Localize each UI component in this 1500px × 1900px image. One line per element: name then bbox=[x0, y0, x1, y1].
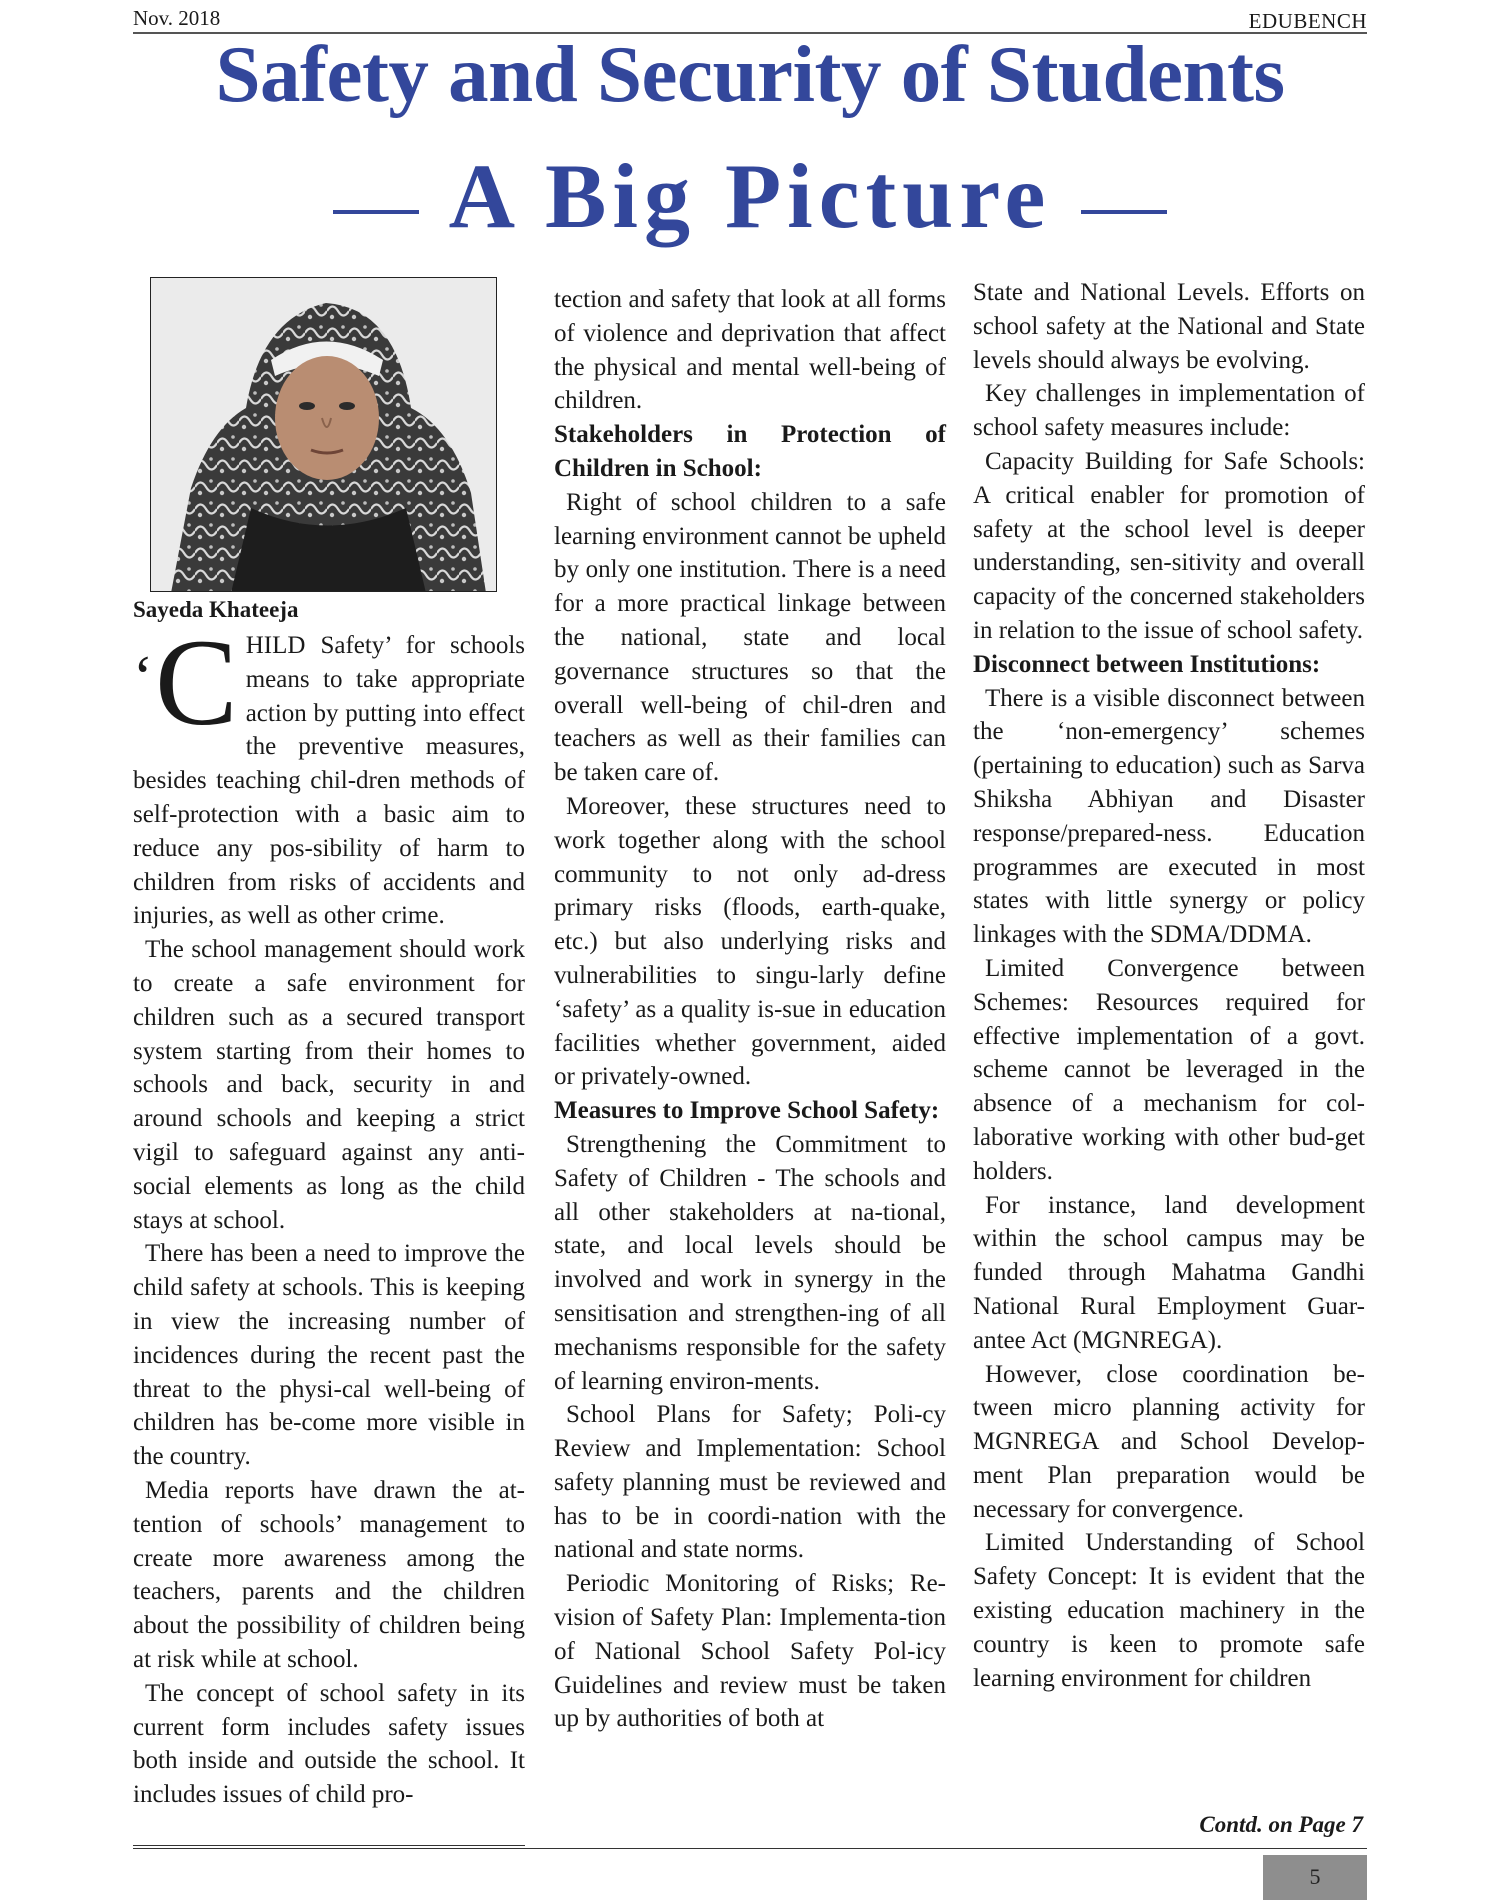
paragraph: School Plans for Safety; Poli-cy Review and Implementation: School safety planning must be reviewed and has to be in coordi-nation with the national and state norms. bbox=[554, 1401, 946, 1564]
paragraph: Strengthening the Commitment to Safety of Children - The schools and all other stakeholders at na-tional, state, and local levels should be involved and work in synergy in the sensitisation and strengthen-ing of all mechanisms responsible for the safety of learning environ-ments. bbox=[554, 1130, 946, 1395]
paragraph: Capacity Building for Safe Schools: A critical enabler for promotion of safety at the school level is deeper understanding, sen-sitivity and overall capacity of the concerned stakeholders in relation to the issue of school safety. bbox=[973, 447, 1365, 644]
paragraph: There has been a need to improve the child safety at schools. This is keeping in view the increasing number of incidences during the recent past the threat to the physi-cal well-being of children has be-come more visible in the country. bbox=[133, 1240, 525, 1471]
subheadline-dash-right bbox=[1081, 210, 1167, 214]
subheadline-text: A Big Picture bbox=[448, 145, 1052, 247]
header-date: Nov. 2018 bbox=[133, 6, 221, 30]
headline: Safety and Security of Students bbox=[215, 29, 1285, 119]
author-portrait-image bbox=[151, 278, 497, 592]
column-1-end-rule bbox=[133, 1845, 525, 1846]
paragraph: Moreover, these structures need to work together along with the school community to not only ad-dress primary risks (floods, earth-quake, etc.) but also underlying risks and vulnerabilities to singu-larly define ‘safety’ as a quality is-sue in education facilities whether government, aided or privately-owned. bbox=[554, 792, 946, 1091]
paragraph: tection and safety that look at all forms of violence and deprivation that affect the physical and mental well-being of children. bbox=[554, 286, 946, 415]
paragraph: Right of school children to a safe learning environment cannot be upheld by only one institution. There is a need for a more practical linkage between the national, state and local governance structures so that the overall well-being of chil-dren and teachers as well as their families can be taken care of. bbox=[554, 488, 946, 787]
section-heading: Measures to Improve School Safety: bbox=[554, 1097, 940, 1125]
paragraph: There is a visible disconnect between the ‘non-emergency’ schemes (pertaining to education) such as Sarva Shiksha Abhiyan and Disaster response/prepared-ness. Education programmes are executed in most states with little synergy or policy linkages with the SDMA/DDMA. bbox=[973, 684, 1365, 949]
page-number: 5 bbox=[1309, 1864, 1321, 1889]
paragraph: Key challenges in implementation of school safety measures include: bbox=[973, 380, 1365, 442]
paragraph: Periodic Monitoring of Risks; Re-vision of Safety Plan: Implementa-tion of National School Safety Pol-icy Guidelines and review must be taken up by authorities of both at bbox=[554, 1570, 946, 1733]
subheadline-dash-left bbox=[333, 210, 419, 214]
article-column-1 bbox=[133, 614, 525, 1812]
section-heading: Stakeholders in Protection of Children in School: bbox=[554, 421, 946, 482]
drop-cap bbox=[133, 614, 238, 751]
paragraph: The concept of school safety in its current form includes safety issues both inside and outside the school. It includes issues of child pro- bbox=[133, 1679, 525, 1809]
paragraph: However, close coordination be-tween micro planning activity for MGNREGA and School Develop-ment Plan preparation would be necessary for convergence. bbox=[973, 1360, 1365, 1523]
paragraph: Limited Convergence between Schemes: Resources required for effective implementation of a govt. scheme cannot be leveraged in the absence of a mechanism for col-laborative working with other bud-get holders. bbox=[973, 954, 1365, 1185]
article-column-2 bbox=[554, 283, 946, 1736]
continued-link[interactable]: Contd. on Page 7 bbox=[1199, 1812, 1363, 1837]
paragraph: Limited Understanding of School Safety Concept: It is evident that the existing education machinery in the country is keen to promote safe learning environment for children bbox=[973, 1529, 1365, 1692]
paragraph bbox=[133, 614, 525, 933]
drop-cap-letter: C bbox=[154, 614, 238, 751]
footer-rule bbox=[133, 1848, 1367, 1849]
paragraph: The school management should work to create a safe environment for children such as a secured transport system starting from their homes to schools and back, security in and around schools and keeping a strict vigil to safeguard against any anti-social elements as long as the child stays at school. bbox=[133, 936, 525, 1234]
paragraph: For instance, land development within the school campus may be funded through Mahatma Gandhi National Rural Employment Guar-antee Act (MGNREGA). bbox=[973, 1191, 1365, 1354]
article-column-3 bbox=[973, 276, 1365, 1695]
drop-cap-quote: ‘ bbox=[133, 644, 153, 710]
paragraph: Media reports have drawn the at-tention of schools’ management to create more awareness among the teachers, parents and the children about the possibility of children being at risk while at school. bbox=[133, 1476, 525, 1673]
paragraph-text: HILD Safety’ for schools means to take appropriate action by putting into effect the preventive measures, besides teaching chil-dren methods of self-protection with a basic aim to reduce any pos-sibility of harm to children from risks of accidents and injuries, as well as other crime. bbox=[133, 632, 525, 930]
author-name: Sayeda Khateeja bbox=[133, 597, 299, 622]
paragraph: State and National Levels. Efforts on school safety at the National and State levels should always be evolving. bbox=[973, 279, 1365, 374]
author-photo bbox=[150, 277, 497, 592]
header-brand: EDUBENCH bbox=[1248, 9, 1367, 33]
section-heading: Disconnect between Institutions: bbox=[973, 650, 1321, 678]
subheadline bbox=[133, 145, 1367, 247]
